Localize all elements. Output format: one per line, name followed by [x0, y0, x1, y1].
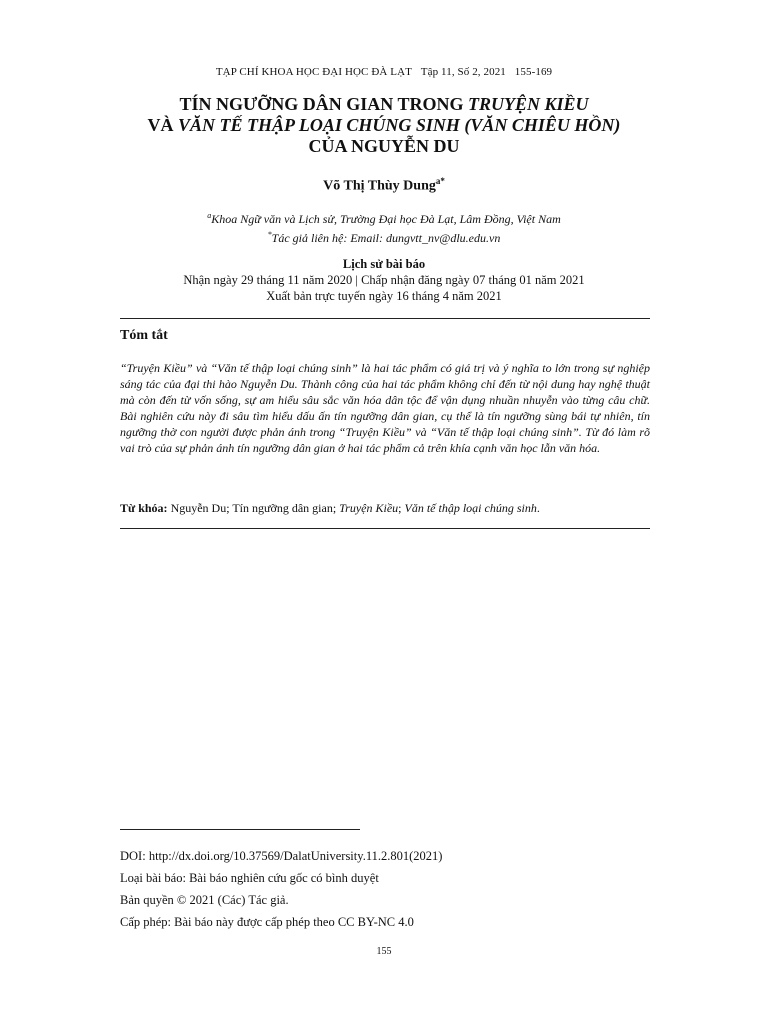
journal-volume: Tập 11, Số 2, 2021: [420, 66, 506, 78]
contact-text: Tác giả liên hệ: Email: dungvtt_nv@dlu.edu.vn: [271, 231, 501, 245]
article-title: [60, 94, 708, 157]
footnote-license: Cấp phép: Bài báo này được cấp phép theo CC BY-NC 4.0: [120, 915, 414, 929]
abstract-text: “Truyện Kiều” và “Văn tế thập loại chúng sinh” là hai tác phẩm có giá trị và ý nghĩa to lớn trong sự nghiệp sáng tác của đại thi hào Nguyễn Du. Thành công của hai tác phẩm không chỉ đến từ nội dung hay nghệ thuật mà còn đến từ vốn sống, sự am hiểu sâu sắc văn hóa dân tộc để vận dụng nhuần nhuyễn vào từng câu chữ. Bài nghiên cứu này đi sâu tìm hiểu dấu ấn tín ngưỡng dân gian, cụ thể là tín ngưỡng sùng bái tự nhiên, tín ngưỡng thờ con người được phản ánh trong “Truyện Kiều” và “Văn tế thập loại chúng sinh”. Từ đó làm rõ vai trò của sự phản ánh tín ngưỡng dân gian ở hai tác phẩm cả trên khía cạnh văn học lẫn văn hóa.: [120, 361, 650, 455]
page-number: 155: [376, 946, 392, 957]
keywords-plain: Nguyễn Du; Tín ngưỡng dân gian;: [167, 501, 340, 515]
keyword-truyen-kieu: Truyện Kiều: [339, 501, 399, 515]
affiliation-line: [0, 208, 768, 227]
footnote-divider: [120, 829, 360, 830]
footnote-doi[interactable]: DOI: http://dx.doi.org/10.37569/DalatUniversity.11.2.801(2021): [120, 849, 443, 863]
footnotes: [120, 845, 650, 933]
journal-name: TẠP CHÍ KHOA HỌC ĐẠI HỌC ĐÀ LẠT: [215, 66, 412, 78]
history-received: Nhận ngày 29 tháng 11 năm 2020 | Chấp nhận đăng ngày 07 tháng 01 năm 2021: [183, 273, 585, 287]
title-line-1: [60, 94, 708, 115]
keyword-van-te: Văn tế thập loại chúng sinh: [404, 501, 537, 515]
title-line-1-text: TÍN NGƯỠNG DÂN GIAN TRONG: [179, 94, 468, 114]
keywords-label: Từ khóa:: [120, 501, 168, 515]
article-history: [0, 256, 768, 304]
title-line-2-text: VÀ: [147, 115, 179, 135]
affiliation-marker: a: [207, 211, 212, 220]
history-published: Xuất bản trực tuyến ngày 16 tháng 4 năm 2021: [266, 289, 502, 303]
contact-line: [0, 227, 768, 246]
keywords-end: .: [536, 501, 540, 515]
abstract-heading: Tóm tắt: [120, 328, 168, 343]
keywords: [120, 500, 650, 516]
contact-marker: *: [267, 230, 272, 239]
title-line-2-italic: VĂN TẾ THẬP LOẠI CHÚNG SINH (VĂN CHIÊU HỒN): [178, 115, 621, 135]
author-marker: a*: [435, 176, 445, 186]
affiliation-text: Khoa Ngữ văn và Lịch sử, Trường Đại học Đà Lạt, Lâm Đồng, Việt Nam: [211, 212, 561, 226]
journal-header: [0, 66, 768, 78]
history-title: Lịch sử bài báo: [342, 257, 426, 271]
footnote-copyright: Bản quyền © 2021 (Các) Tác giả.: [120, 893, 289, 907]
affiliation: [0, 208, 768, 246]
author: [0, 176, 768, 195]
abstract-bottom-divider: [120, 528, 650, 529]
footnote-article-type: Loại bài báo: Bài báo nghiên cứu gốc có bình duyệt: [120, 871, 379, 885]
title-line-1-italic: TRUYỆN KIỀU: [468, 94, 589, 114]
abstract-top-divider: [120, 318, 650, 319]
title-line-3: CỦA NGUYỄN DU: [308, 136, 460, 156]
title-line-2: [60, 115, 708, 136]
author-name: Võ Thị Thùy Dung: [323, 178, 436, 194]
keywords-separator: ;: [398, 501, 405, 515]
journal-pages: 155-169: [514, 66, 553, 78]
